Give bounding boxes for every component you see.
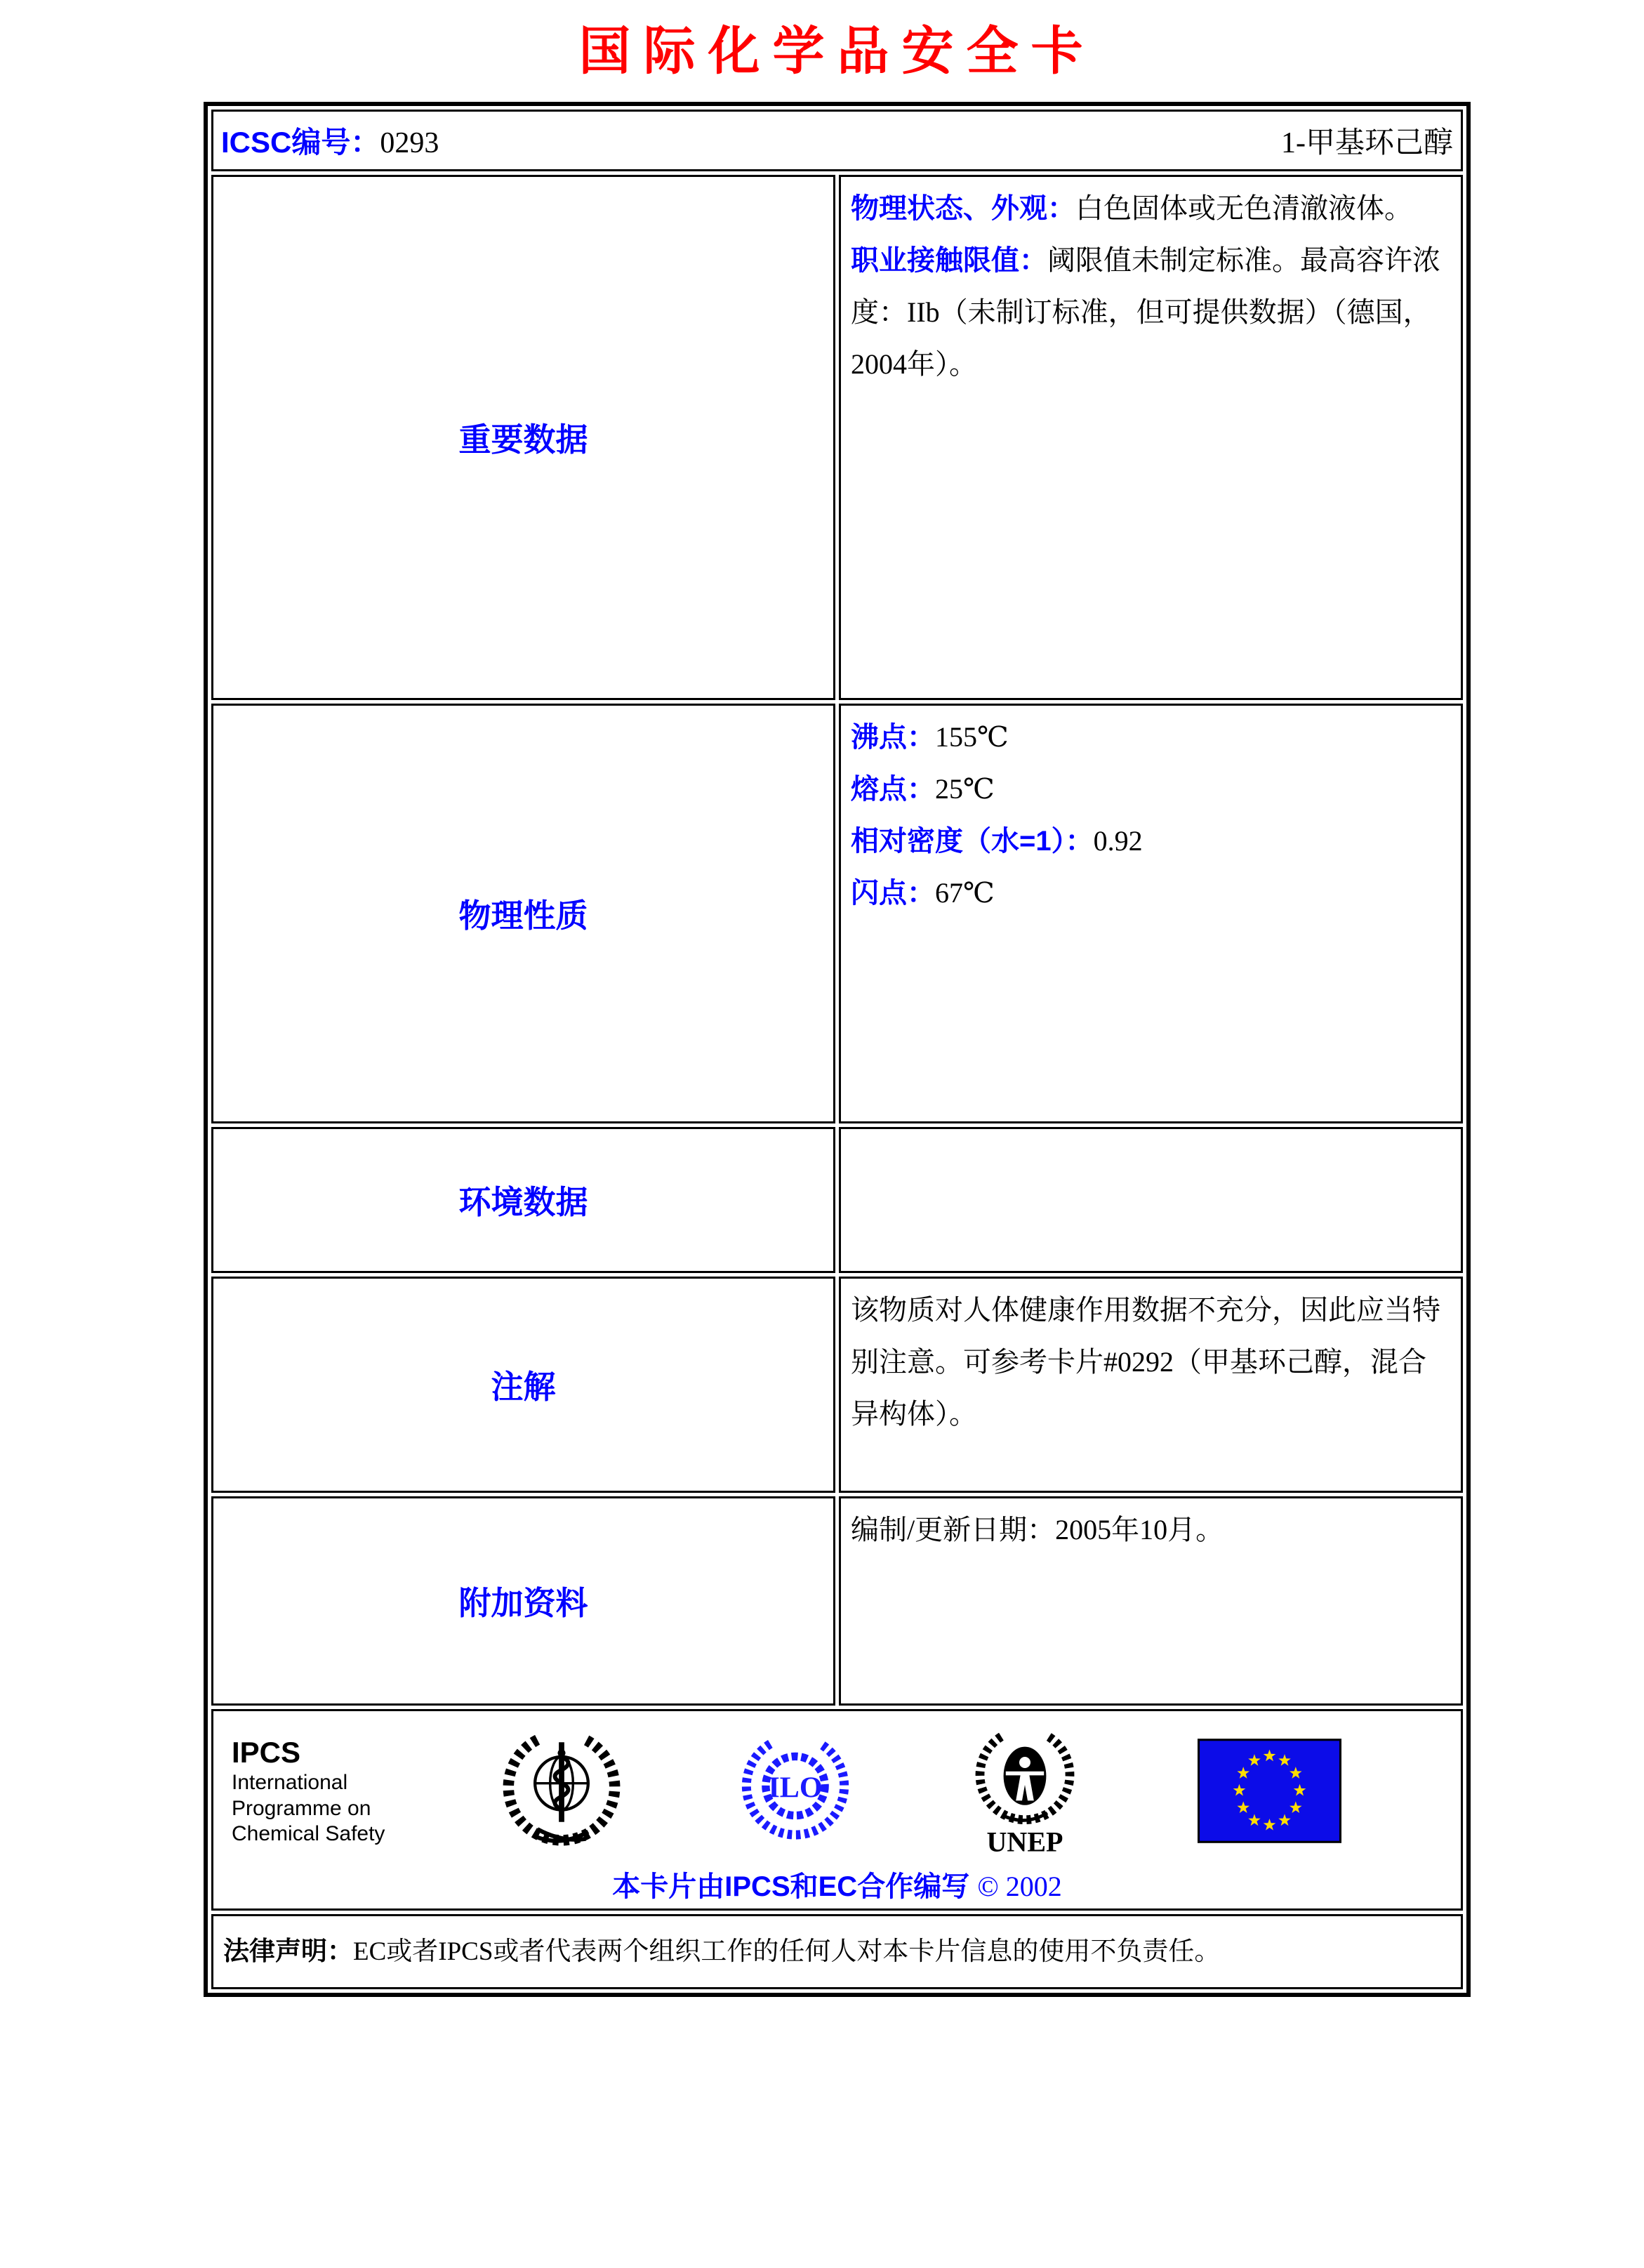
field-key: 熔点： — [851, 774, 935, 805]
field-occupational-limits — [851, 235, 1451, 390]
additional-info-content — [839, 1496, 1463, 1706]
notes-content — [839, 1277, 1463, 1493]
ipcs-line-2: Programme on — [232, 1796, 371, 1820]
field-flash-point — [851, 867, 1451, 919]
header-cell — [211, 110, 1463, 171]
field-value: 25℃ — [935, 773, 995, 805]
icsc-table — [208, 106, 1466, 1993]
ilo-logo-icon — [738, 1734, 852, 1847]
environmental-data-row — [211, 1127, 1463, 1273]
notes-row — [211, 1277, 1463, 1493]
physical-properties-row — [211, 704, 1463, 1123]
footer-row — [211, 1709, 1463, 1911]
important-data-content — [839, 175, 1463, 700]
field-physical-state — [851, 183, 1451, 235]
unep-logo-icon — [969, 1725, 1081, 1856]
field-boiling-point — [851, 711, 1451, 763]
notes-text: 该物质对人体健康作用数据不充分，因此应当特别注意。可参考卡片#0292（甲基环己醇，混合异构体）。 — [851, 1294, 1440, 1430]
section-label-important-data: 重要数据 — [211, 175, 835, 700]
legal-row — [211, 1914, 1463, 1989]
copyright-text: 本卡片由IPCS和EC合作编写 — [612, 1871, 970, 1903]
ipcs-line-3: Chemical Safety — [232, 1822, 385, 1846]
field-value: 67℃ — [935, 877, 995, 909]
icsc-card — [204, 102, 1471, 1997]
footer-cell — [211, 1709, 1463, 1911]
legal-cell — [211, 1914, 1463, 1989]
field-value: 0.92 — [1093, 825, 1143, 857]
ipcs-block — [232, 1734, 385, 1847]
field-key: 职业接触限值： — [851, 245, 1047, 277]
field-key: 物理状态、外观： — [851, 193, 1075, 225]
important-data-row — [211, 175, 1463, 700]
field-value: 白色固体或无色清澈液体。 — [1075, 192, 1412, 225]
legal-label: 法律声明： — [223, 1937, 353, 1966]
icsc-number-group — [221, 119, 439, 161]
ipcs-line-1: International — [232, 1771, 348, 1795]
copyright-line — [227, 1864, 1447, 1904]
section-label-notes: 注解 — [211, 1277, 835, 1493]
field-relative-density — [851, 815, 1451, 867]
header-row — [211, 110, 1463, 171]
who-logo-icon — [501, 1730, 622, 1851]
ilo-caption: ILO — [768, 1772, 823, 1805]
field-key: 相对密度（水=1）： — [851, 826, 1094, 857]
field-value: 阈限值未制定标准。最高容许浓度：IIb（未制订标准，但可提供数据）（德国，2004年）。 — [851, 244, 1440, 381]
section-label-additional-info: 附加资料 — [211, 1496, 835, 1706]
additional-info-text: 编制/更新日期：2005年10月。 — [851, 1514, 1224, 1546]
section-label-physical-properties: 物理性质 — [211, 704, 835, 1123]
legal-text: EC或者IPCS或者代表两个组织工作的任何人对本卡片信息的使用不负责任。 — [353, 1937, 1221, 1967]
icsc-number-value: 0293 — [380, 127, 439, 160]
icsc-number-label: ICSC编号： — [221, 126, 380, 159]
eu-flag-icon — [1198, 1739, 1341, 1843]
chemical-name: 1-甲基环己醇 — [1281, 127, 1453, 160]
field-melting-point — [851, 763, 1451, 815]
additional-info-row — [211, 1496, 1463, 1706]
field-key: 沸点： — [851, 722, 935, 753]
logos-row — [227, 1721, 1447, 1857]
physical-properties-content — [839, 704, 1463, 1123]
ipcs-acronym: IPCS — [232, 1735, 301, 1769]
field-value: 155℃ — [935, 721, 1009, 753]
section-label-environmental-data: 环境数据 — [211, 1127, 835, 1273]
unep-caption: UNEP — [986, 1826, 1063, 1857]
page-title: 国际化学品安全卡 — [578, 23, 1096, 81]
field-key: 闪点： — [851, 878, 935, 909]
environmental-data-content — [839, 1127, 1463, 1273]
copyright-year: © 2002 — [977, 1871, 1062, 1903]
